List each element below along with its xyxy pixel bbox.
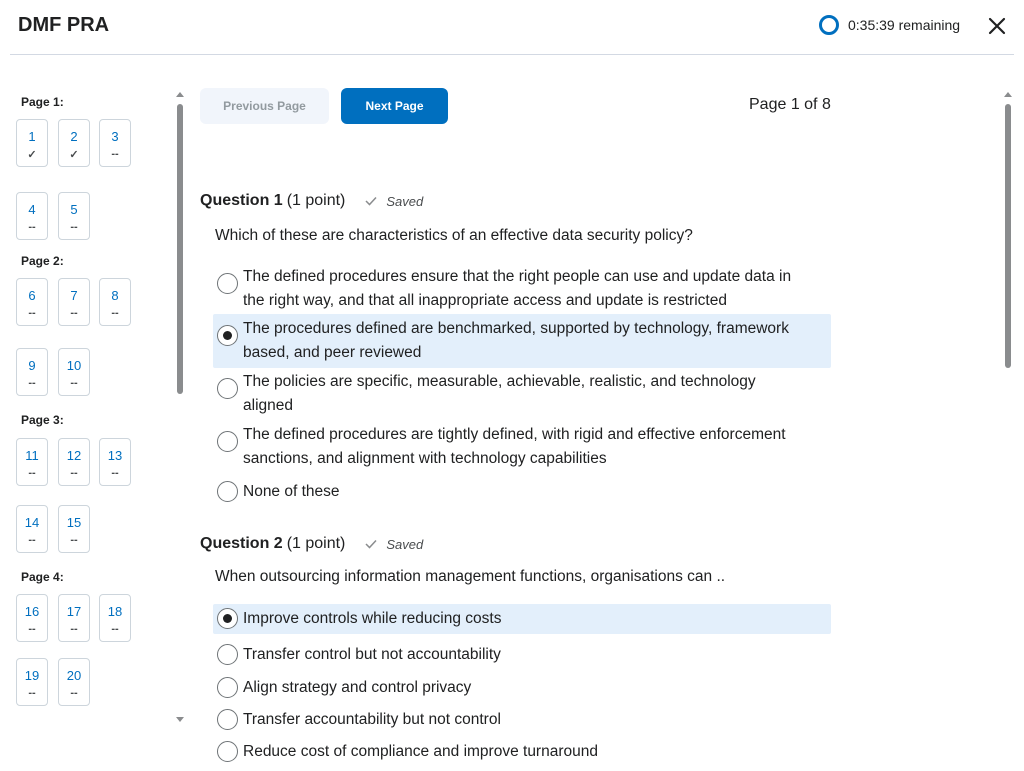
answer-option[interactable] xyxy=(213,262,831,316)
question-status: -- xyxy=(70,467,78,479)
answer-option[interactable] xyxy=(213,367,831,421)
question-number: 15 xyxy=(66,515,82,530)
nav-question-box[interactable] xyxy=(99,594,131,642)
option-text-line: The defined procedures are tightly defined, with rigid and effective enforcement xyxy=(243,426,786,443)
question-number: 12 xyxy=(66,448,82,463)
option-text-line: the right way, and that all inappropriate access and update is restricted xyxy=(243,292,727,309)
question-number: 1 xyxy=(28,129,36,144)
nav-question-box[interactable] xyxy=(16,278,48,326)
saved-label: Saved xyxy=(386,536,424,552)
question-number: 3 xyxy=(111,129,119,144)
question-title: Question 1 xyxy=(200,192,283,209)
question-status: ✓ xyxy=(27,149,37,161)
question-number: 14 xyxy=(24,515,40,530)
nav-question-box[interactable] xyxy=(99,119,131,167)
question-title: Question 2 xyxy=(200,535,283,552)
page-indicator: Page 1 of 8 xyxy=(749,96,831,113)
nav-question-box[interactable] xyxy=(99,438,131,486)
nav-question-box[interactable] xyxy=(58,348,90,396)
question-status: -- xyxy=(111,623,119,635)
header xyxy=(0,0,1024,54)
option-text-line: None of these xyxy=(243,483,340,500)
nav-question-box[interactable] xyxy=(16,658,48,706)
nav-question-box[interactable] xyxy=(16,594,48,642)
answer-option-selected[interactable] xyxy=(213,314,831,368)
question-status: -- xyxy=(111,467,119,479)
question-number: 4 xyxy=(28,202,36,217)
radio-button[interactable] xyxy=(217,709,238,730)
header-divider xyxy=(10,54,1014,55)
radio-button[interactable] xyxy=(217,644,238,665)
nav-question-box[interactable] xyxy=(58,594,90,642)
question-number: 7 xyxy=(70,288,78,303)
check-icon xyxy=(365,539,377,549)
question-number: 11 xyxy=(25,448,39,463)
question-number: 16 xyxy=(24,604,40,619)
nav-question-box[interactable] xyxy=(58,438,90,486)
question-status: -- xyxy=(28,623,36,635)
option-text-line: Transfer control but not accountability xyxy=(243,646,501,663)
question-number: 6 xyxy=(28,288,36,303)
question-header xyxy=(200,192,423,210)
question-header xyxy=(200,535,423,553)
question-status: -- xyxy=(111,307,119,319)
question-status: -- xyxy=(28,307,36,319)
question-text: When outsourcing information management functions, organisations can .. xyxy=(215,568,726,585)
answer-option-selected[interactable] xyxy=(213,604,831,634)
question-navigator xyxy=(0,86,175,726)
nav-question-box[interactable] xyxy=(99,278,131,326)
radio-button[interactable] xyxy=(217,677,238,698)
answer-option[interactable] xyxy=(213,477,831,507)
nav-question-box[interactable] xyxy=(58,192,90,240)
radio-button[interactable] xyxy=(217,378,238,399)
nav-question-box[interactable] xyxy=(58,658,90,706)
question-status: -- xyxy=(70,623,78,635)
scrollbar-thumb[interactable] xyxy=(1005,104,1011,368)
nav-page-heading: Page 3: xyxy=(21,413,64,427)
option-text-line: based, and peer reviewed xyxy=(243,344,422,361)
radio-dot-icon xyxy=(223,331,232,340)
check-icon xyxy=(365,196,377,206)
option-text-line: sanctions, and alignment with technology capabilities xyxy=(243,450,607,467)
previous-page-button[interactable]: Previous Page xyxy=(200,88,329,124)
answer-option[interactable] xyxy=(213,737,831,767)
question-text: Which of these are characteristics of an effective data security policy? xyxy=(215,227,693,244)
nav-page-heading: Page 4: xyxy=(21,570,64,584)
scroll-up-arrow-icon[interactable] xyxy=(176,92,184,97)
question-status: -- xyxy=(28,221,36,233)
question-number: 20 xyxy=(66,668,82,683)
content-scrollbar[interactable] xyxy=(1004,92,1014,762)
next-page-button[interactable]: Next Page xyxy=(341,88,448,124)
radio-button[interactable] xyxy=(217,431,238,452)
option-text-line: Reduce cost of compliance and improve turnaround xyxy=(243,743,598,760)
question-number: 13 xyxy=(107,448,123,463)
question-status: -- xyxy=(28,687,36,699)
nav-question-box[interactable] xyxy=(58,119,90,167)
saved-status xyxy=(365,194,423,209)
radio-button[interactable] xyxy=(217,741,238,762)
answer-option[interactable] xyxy=(213,420,831,474)
scroll-up-arrow-icon[interactable] xyxy=(1004,92,1012,97)
timer xyxy=(819,15,960,35)
question-number: 18 xyxy=(107,604,123,619)
question-status: -- xyxy=(70,221,78,233)
question-number: 17 xyxy=(66,604,82,619)
nav-question-box[interactable] xyxy=(58,278,90,326)
question-status: -- xyxy=(70,307,78,319)
quiz-title: DMF PRA xyxy=(18,14,110,36)
question-status: -- xyxy=(28,467,36,479)
timer-text: 0:35:39 remaining xyxy=(848,17,961,33)
answer-option[interactable] xyxy=(213,673,831,703)
question-status: -- xyxy=(70,534,78,546)
nav-question-box[interactable] xyxy=(16,438,48,486)
answer-option[interactable] xyxy=(213,640,831,670)
question-status: -- xyxy=(111,148,119,160)
timer-ring-icon xyxy=(819,15,839,35)
navigator-scrollbar[interactable] xyxy=(176,92,186,722)
nav-question-box[interactable] xyxy=(58,505,90,553)
option-text-line: The policies are specific, measurable, achievable, realistic, and technology xyxy=(243,373,756,390)
radio-button[interactable] xyxy=(217,481,238,502)
scrollbar-thumb[interactable] xyxy=(177,104,183,394)
radio-button[interactable] xyxy=(217,273,238,294)
radio-dot-icon xyxy=(223,614,232,623)
question-number: 8 xyxy=(111,288,119,303)
nav-page-heading: Page 2: xyxy=(21,254,64,268)
question-number: 5 xyxy=(70,202,78,217)
option-text-line: Align strategy and control privacy xyxy=(243,679,472,696)
nav-question-box[interactable] xyxy=(16,192,48,240)
answer-option[interactable] xyxy=(213,705,831,735)
radio-button-selected[interactable] xyxy=(217,608,238,629)
nav-question-box[interactable] xyxy=(16,119,48,167)
option-text-line: The defined procedures ensure that the right people can use and update data in xyxy=(243,268,792,285)
option-text-line: Improve controls while reducing costs xyxy=(243,610,502,627)
close-icon xyxy=(988,17,1006,35)
question-status: -- xyxy=(28,377,36,389)
question-number: 9 xyxy=(28,358,36,373)
saved-status xyxy=(365,537,423,552)
question-points: (1 point) xyxy=(286,192,346,209)
question-status: ✓ xyxy=(69,149,79,161)
nav-page-heading: Page 1: xyxy=(21,95,64,109)
saved-label: Saved xyxy=(386,193,424,209)
scroll-down-arrow-icon[interactable] xyxy=(176,717,184,722)
option-text-line: Transfer accountability but not control xyxy=(243,711,501,728)
nav-question-box[interactable] xyxy=(16,505,48,553)
question-status: -- xyxy=(28,534,36,546)
question-number: 19 xyxy=(24,668,40,683)
question-number: 10 xyxy=(66,358,82,373)
nav-question-box[interactable] xyxy=(16,348,48,396)
question-points: (1 point) xyxy=(286,535,346,552)
radio-button-selected[interactable] xyxy=(217,325,238,346)
option-text-line: aligned xyxy=(243,397,293,414)
close-button[interactable] xyxy=(984,12,1010,40)
question-number: 2 xyxy=(70,129,78,144)
option-text-line: The procedures defined are benchmarked, supported by technology, framework xyxy=(243,320,789,337)
question-status: -- xyxy=(70,377,78,389)
question-status: -- xyxy=(70,687,78,699)
